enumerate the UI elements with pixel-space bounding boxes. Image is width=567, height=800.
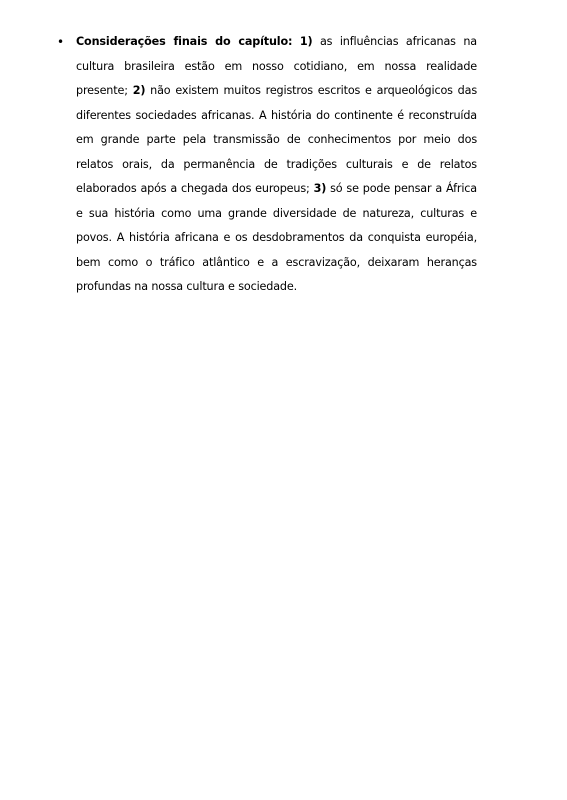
body-text-2: não existem muitos registros escritos e arqueológicos das diferentes sociedades africanas. A história do continente é reconstruída em grande parte pela transmissão de conhecimentos por meio dos relatos orais, da permanência de tradições culturais e de relatos elaborados após a chegada dos europeus; <box>76 84 478 195</box>
heading-text: Considerações finais do capítulo: <box>76 35 293 48</box>
list-marker-2: 2) <box>132 84 146 97</box>
list-marker-3: 3) <box>313 182 327 195</box>
paragraph <box>76 30 477 300</box>
bullet-list-item <box>57 30 477 300</box>
bullet-marker: • <box>57 35 65 49</box>
body-text-1: as influências africanas na cultura brasileira estão em nosso cotidiano, em nossa realidade presente; <box>76 35 477 97</box>
list-marker-1: 1) <box>299 35 313 48</box>
body-text-3: só se pode pensar a África e sua história como uma grande diversidade de natureza, culturas e povos. A história africana e os desdobramentos da conquista européia, bem como o tráfico atlântico e a escravização, deixaram heranças profundas na nossa cultura e sociedade. <box>76 182 478 293</box>
